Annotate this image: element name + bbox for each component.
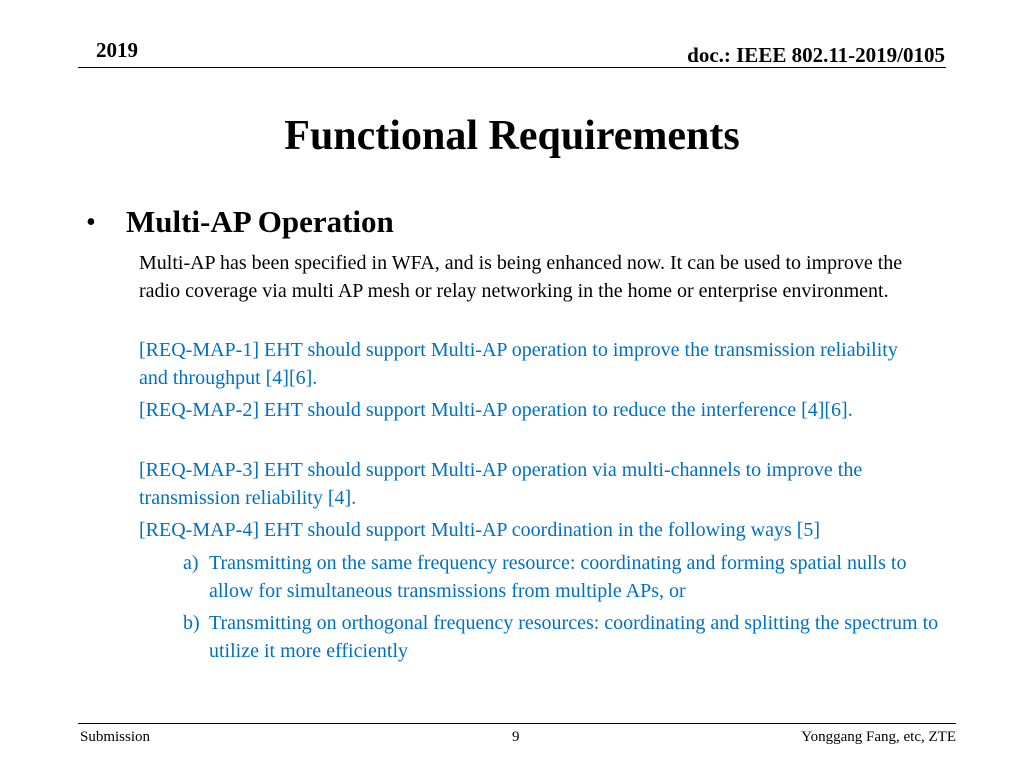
requirement-map-2: [REQ-MAP-2] EHT should support Multi-AP operation to reduce the interference [4][6]. [139, 399, 853, 421]
footer-author: Yonggang Fang, etc, ZTE [801, 729, 956, 745]
header-divider [78, 67, 946, 68]
section-heading: Multi-AP Operation [126, 204, 394, 239]
requirement-map-1: [REQ-MAP-1] EHT should support Multi-AP operation to improve the transmission reliability and throughput [4][6]. [139, 339, 898, 389]
header-year: 2019 [96, 38, 138, 62]
footer-page-number: 9 [512, 729, 520, 745]
subitem-label: b) [183, 612, 200, 634]
footer-divider [78, 723, 956, 724]
subitem-text: Transmitting on orthogonal frequency resources: coordinating and splitting the spectrum to utilize it more efficiently [209, 612, 939, 662]
subitem-text: Transmitting on the same frequency resource: coordinating and forming spatial nulls to allow for simultaneous transmissions from multiple APs, or [209, 552, 907, 602]
bullet-icon: • [86, 207, 96, 238]
requirement-map-3: [REQ-MAP-3] EHT should support Multi-AP operation via multi-channels to improve the transmission reliability [4]. [139, 459, 863, 509]
footer-submission: Submission [80, 729, 151, 745]
subitem-b [183, 610, 943, 665]
intro-paragraph: Multi-AP has been specified in WFA, and is being enhanced now. It can be used to improve the radio coverage via multi AP mesh or relay networking in the home or enterprise environment. [139, 252, 903, 302]
subitem-label: a) [183, 552, 199, 574]
header-doc-id: doc.: IEEE 802.11-2019/0105 [687, 43, 945, 67]
requirement-map-4: [REQ-MAP-4] EHT should support Multi-AP coordination in the following ways [5] [139, 519, 821, 541]
slide-title: Functional Requirements [284, 113, 740, 159]
subitem-a [183, 550, 943, 605]
